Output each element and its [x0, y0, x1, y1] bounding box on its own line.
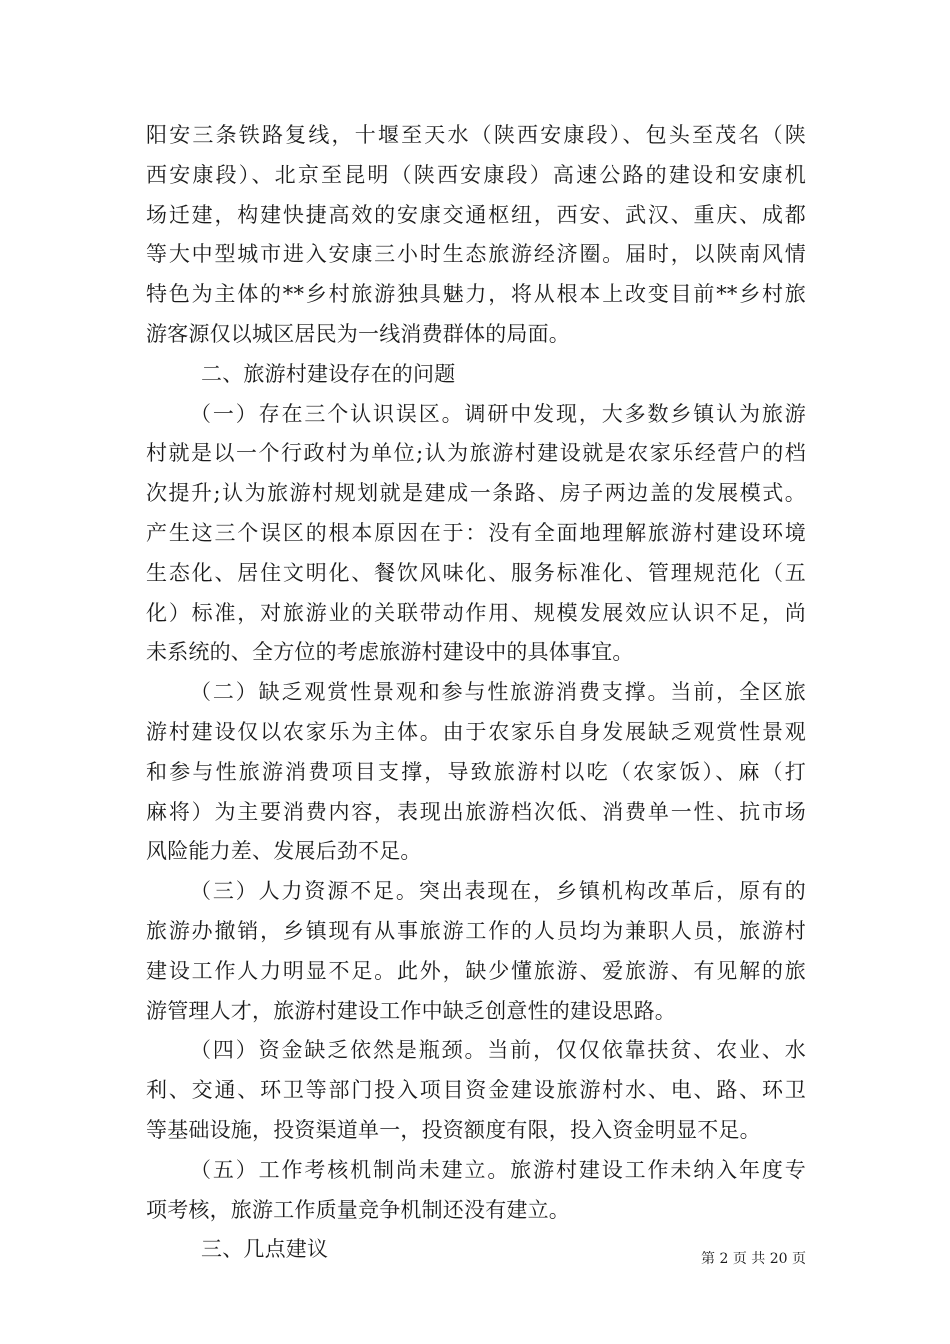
- text-line: 西安康段）、北京至昆明（陕西安康段）高速公路的建设和安康机: [146, 162, 806, 187]
- text-line: 等大中型城市进入安康三小时生态旅游经济圈。届时，以陕南风情: [146, 242, 806, 267]
- text-line: 次提升;认为旅游村规划就是建成一条路、房子两边盖的发展模式。: [146, 481, 806, 506]
- text-line: 和参与性旅游消费项目支撑，导致旅游村以吃（农家饭）、麻（打: [146, 759, 806, 784]
- text-line: 游客源仅以城区居民为一线消费群体的局面。: [146, 321, 570, 346]
- text-line: 利、交通、环卫等部门投入项目资金建设旅游村水、电、路、环卫: [146, 1078, 806, 1103]
- text-line: 游管理人才，旅游村建设工作中缺乏创意性的建设思路。: [146, 998, 676, 1023]
- text-line: 阳安三条铁路复线，十堰至天水（陕西安康段）、包头至茂名（陕: [146, 123, 806, 147]
- body-text: [146, 116, 806, 1270]
- text-line: （五）工作考核机制尚未建立。旅游村建设工作未纳入年度专: [190, 1157, 806, 1182]
- text-line: （四）资金缺乏依然是瓶颈。当前，仅仅依靠扶贫、农业、水: [190, 1038, 806, 1063]
- text-line: 生态化、居住文明化、餐饮风味化、服务标准化、管理规范化（五: [146, 560, 806, 585]
- text-line: 特色为主体的**乡村旅游独具魅力，将从根本上改变目前**乡村旅: [146, 282, 806, 307]
- text-line: 产生这三个误区的根本原因在于：没有全面地理解旅游村建设环境: [146, 520, 806, 545]
- text-line: 村就是以一个行政村为单位;认为旅游村建设就是农家乐经营户的档: [146, 441, 806, 466]
- text-line: 旅游办撤销，乡镇现有从事旅游工作的人员均为兼职人员，旅游村: [146, 918, 806, 943]
- text-line: （一）存在三个认识误区。调研中发现，大多数乡镇认为旅游: [190, 401, 806, 426]
- text-line: 游村建设仅以农家乐为主体。由于农家乐自身发展缺乏观赏性景观: [146, 719, 806, 744]
- text-line: 麻将）为主要消费内容，表现出旅游档次低、消费单一性、抗市场: [146, 799, 806, 824]
- section-heading: 二、旅游村建设存在的问题: [201, 361, 456, 386]
- text-line: 场迁建，构建快捷高效的安康交通枢纽，西安、武汉、重庆、成都: [146, 202, 806, 227]
- section-heading: 三、几点建议: [201, 1237, 329, 1262]
- text-line: 等基础设施，投资渠道单一，投资额度有限，投入资金明显不足。: [146, 1117, 761, 1142]
- text-line: 建设工作人力明显不足。此外，缺少懂旅游、爱旅游、有见解的旅: [146, 958, 806, 983]
- text-line: （三）人力资源不足。突出表现在，乡镇机构改革后，原有的: [190, 879, 806, 904]
- text-line: 风险能力差、发展后劲不足。: [146, 839, 422, 864]
- text-line: 未系统的、全方位的考虑旅游村建设中的具体事宜。: [146, 640, 634, 665]
- text-line: （二）缺乏观赏性景观和参与性旅游消费支撑。当前，全区旅: [190, 680, 806, 705]
- page-number: 第 2 页 共 20 页: [701, 1251, 806, 1267]
- text-line: 化）标准，对旅游业的关联带动作用、规模发展效应认识不足，尚: [146, 600, 806, 625]
- text-line: 项考核，旅游工作质量竞争机制还没有建立。: [146, 1197, 570, 1222]
